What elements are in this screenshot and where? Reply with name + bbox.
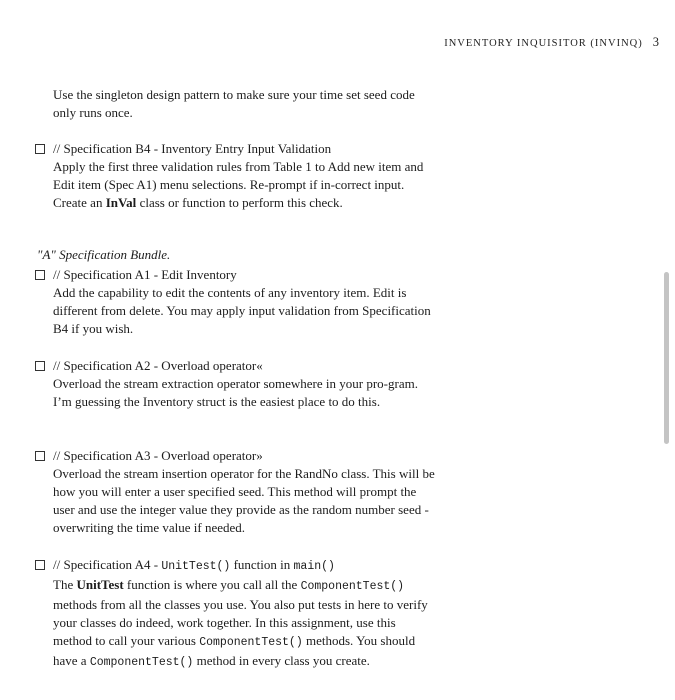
running-title: INVENTORY INQUISITOR (INVINQ): [444, 38, 643, 49]
inval-term: InVal: [105, 195, 137, 210]
checkbox-icon[interactable]: [35, 451, 45, 461]
checkbox-icon[interactable]: [35, 144, 45, 154]
spec-a4-body: The UnitTest function is where you call all the ComponentTest() methods from all the classes you use. You also put tests in here to verify your classes do indeed, work together. In this assignment, use this method to call your various ComponentTest() methods. You should have a ComponentTest() method in every class you create.: [53, 577, 428, 669]
spec-a2-title: // Specification A2 - Overload operator«: [53, 358, 263, 373]
checkbox-icon[interactable]: [35, 270, 45, 280]
spec-b4-item: [35, 140, 440, 212]
spec-a1-item: [35, 266, 440, 338]
spec-a1-body: Add the capability to edit the contents of any inventory item. Edit is different from delete. You may apply input validation from Specification B4 if you wish.: [53, 285, 431, 336]
spec-a3-body: Overload the stream insertion operator for the RandNo class. This will be how you will enter a user specified seed. This method will prompt the user and use the integer value they provide as the random number seed - overwriting the time value if needed.: [53, 466, 435, 535]
bundle-a-heading: "A" Specification Bundle.: [37, 247, 171, 262]
spec-a2-item: [35, 357, 440, 411]
spec-a4-item: [35, 556, 440, 672]
spec-a1-title: // Specification A1 - Edit Inventory: [53, 267, 237, 282]
intro-paragraph: Use the singleton design pattern to make sure your time set seed code only runs once.: [53, 87, 415, 120]
spec-a3-item: [35, 447, 440, 537]
spec-b4-title: // Specification B4 - Inventory Entry Input Validation: [53, 141, 332, 156]
vertical-scrollbar[interactable]: [664, 272, 669, 444]
spec-a3-title: // Specification A3 - Overload operator»: [53, 448, 263, 463]
page-number: 3: [652, 35, 659, 49]
spec-a4-title: // Specification A4 - UnitTest() function in main(): [53, 557, 335, 573]
spec-a2-body: Overload the stream extraction operator somewhere in your pro-gram. I’m guessing the Inventory struct is the easiest place to do this.: [53, 376, 418, 409]
spec-b4-body: Apply the first three validation rules from Table 1 to Add new item and Edit item (Spec A1) menu selections. Re-prompt if in-correct input. Create an InVal class or function to perform this check.: [53, 159, 424, 210]
running-header: [444, 33, 659, 53]
checkbox-icon[interactable]: [35, 361, 45, 371]
checkbox-icon[interactable]: [35, 560, 45, 570]
